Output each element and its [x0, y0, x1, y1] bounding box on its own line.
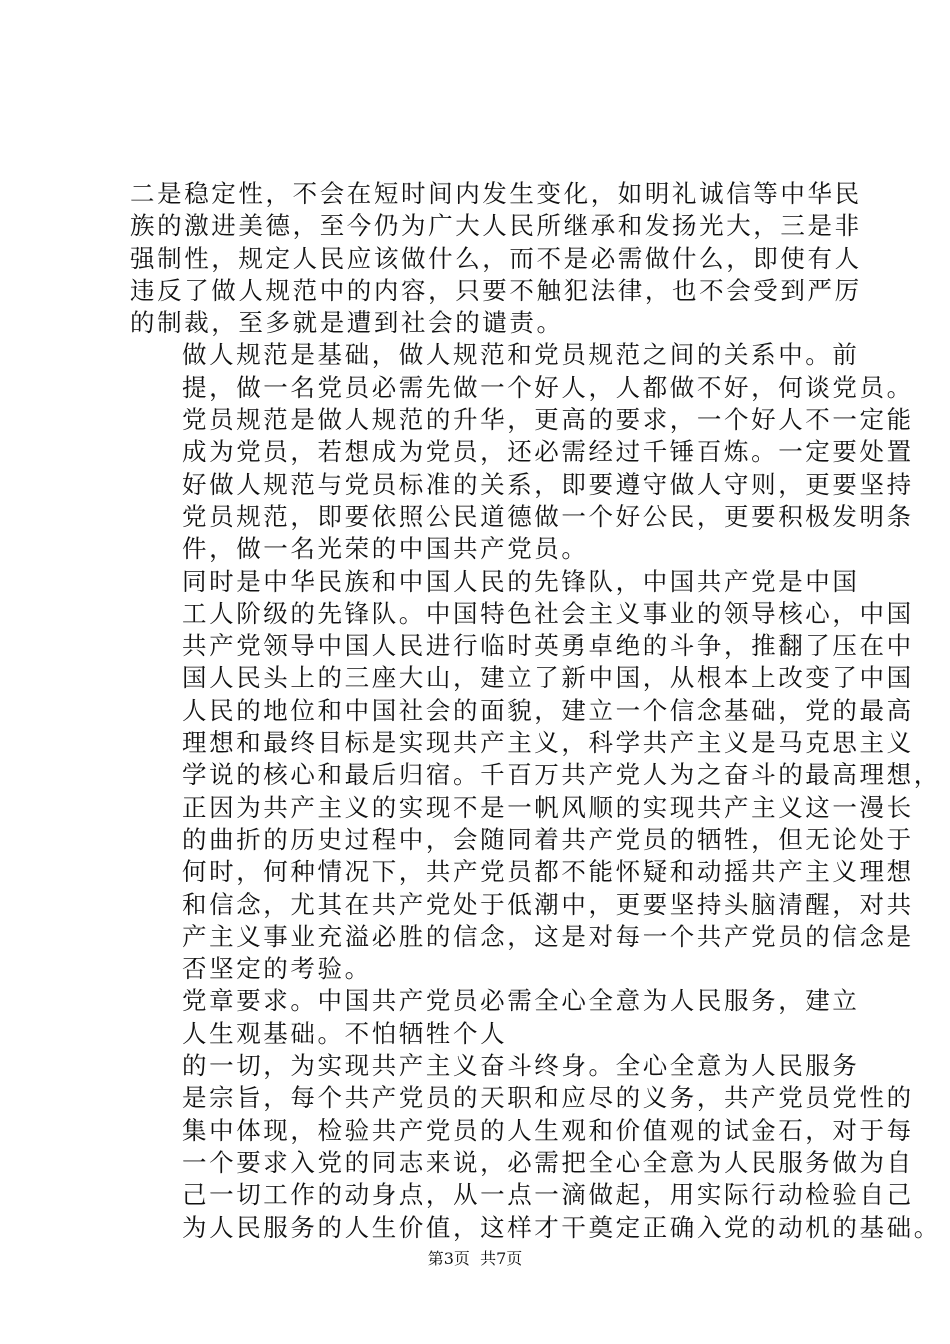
paragraph: [130, 566, 941, 986]
paragraph: [130, 1050, 941, 1244]
page-footer: [0, 1246, 950, 1269]
text-line: 是宗旨，每个共产党员的天职和应尽的义务，共产党员党性的: [182, 1083, 914, 1113]
text-line: 国人民头上的三座大山，建立了新中国，从根本上改变了中国: [182, 663, 914, 693]
paragraph: [130, 339, 914, 565]
text-line: 的制裁，至多就是遭到社会的谴责。: [130, 308, 564, 338]
text-line: 工人阶级的先锋队。中国特色社会主义事业的领导核心，中国: [182, 598, 914, 628]
text-line: 否坚定的考验。: [182, 954, 372, 984]
text-line: 为人民服务的人生价值，这样才干奠定正确入党的动机的基础。: [182, 1212, 941, 1242]
text-line: 提，做一名党员必需先做一个好人，人都做不好，何谈党员。: [182, 372, 914, 402]
text-line: 族的激进美德，至今仍为广大人民所继承和发扬光大，三是非: [130, 211, 862, 241]
text-line: 产主义事业充溢必胜的信念，这是对每一个共产党员的信念是: [182, 921, 914, 951]
text-line: 好做人规范与党员标准的关系，即要遵守做人守则，更要坚持: [182, 469, 914, 499]
text-line: 成为党员，若想成为党员，还必需经过千锤百炼。一定要处置: [182, 437, 914, 467]
text-line: 和信念，尤其在共产党处于低潮中，更要坚持头脑清醒，对共: [182, 889, 914, 919]
text-line: 的一切，为实现共产主义奋斗终身。全心全意为人民服务: [182, 1051, 860, 1081]
paragraph: [130, 178, 862, 339]
text-line: 理想和最终目标是实现共产主义，科学共产主义是马克思主义: [182, 728, 914, 758]
paragraph: [130, 985, 860, 1050]
text-line: 一个要求入党的同志来说，必需把全心全意为人民服务做为自: [182, 1147, 914, 1177]
document-body: [130, 178, 941, 1244]
text-line: 何时，何种情况下，共产党员都不能怀疑和动摇共产主义理想: [182, 857, 914, 887]
page-number-label: 第3页 共7页: [427, 1249, 523, 1268]
text-line: 党章要求。中国共产党员必需全心全意为人民服务，建立: [182, 986, 860, 1016]
text-line: 己一切工作的动身点，从一点一滴做起，用实际行动检验自己: [182, 1180, 914, 1210]
text-line: 学说的核心和最后归宿。千百万共产党人为之奋斗的最高理想，: [182, 760, 941, 790]
text-line: 党员规范，即要依照公民道德做一个好公民，更要积极发明条: [182, 501, 914, 531]
text-line: 正因为共产主义的实现不是一帆风顺的实现共产主义这一漫长: [182, 792, 914, 822]
text-line: 同时是中华民族和中国人民的先锋队，中国共产党是中国: [182, 566, 860, 596]
text-line: 的曲折的历史过程中，会随同着共产党员的牺牲，但无论处于: [182, 824, 914, 854]
text-line: 党员规范是做人规范的升华，更高的要求，一个好人不一定能: [182, 405, 914, 435]
text-line: 强制性，规定人民应该做什么，而不是必需做什么，即使有人: [130, 243, 862, 273]
text-line: 人生观基础。不怕牺牲个人: [182, 1018, 508, 1048]
text-line: 共产党领导中国人民进行临时英勇卓绝的斗争，推翻了压在中: [182, 631, 914, 661]
text-line: 人民的地位和中国社会的面貌，建立一个信念基础，党的最高: [182, 695, 914, 725]
text-line: 集中体现，检验共产党员的人生观和价值观的试金石，对于每: [182, 1115, 914, 1145]
text-line: 二是稳定性，不会在短时间内发生变化，如明礼诚信等中华民: [130, 179, 862, 208]
text-line: 违反了做人规范中的内容，只要不触犯法律，也不会受到严厉: [130, 275, 862, 305]
text-line: 件，做一名光荣的中国共产党员。: [182, 534, 589, 564]
text-line: 做人规范是基础，做人规范和党员规范之间的关系中。前: [182, 340, 860, 370]
